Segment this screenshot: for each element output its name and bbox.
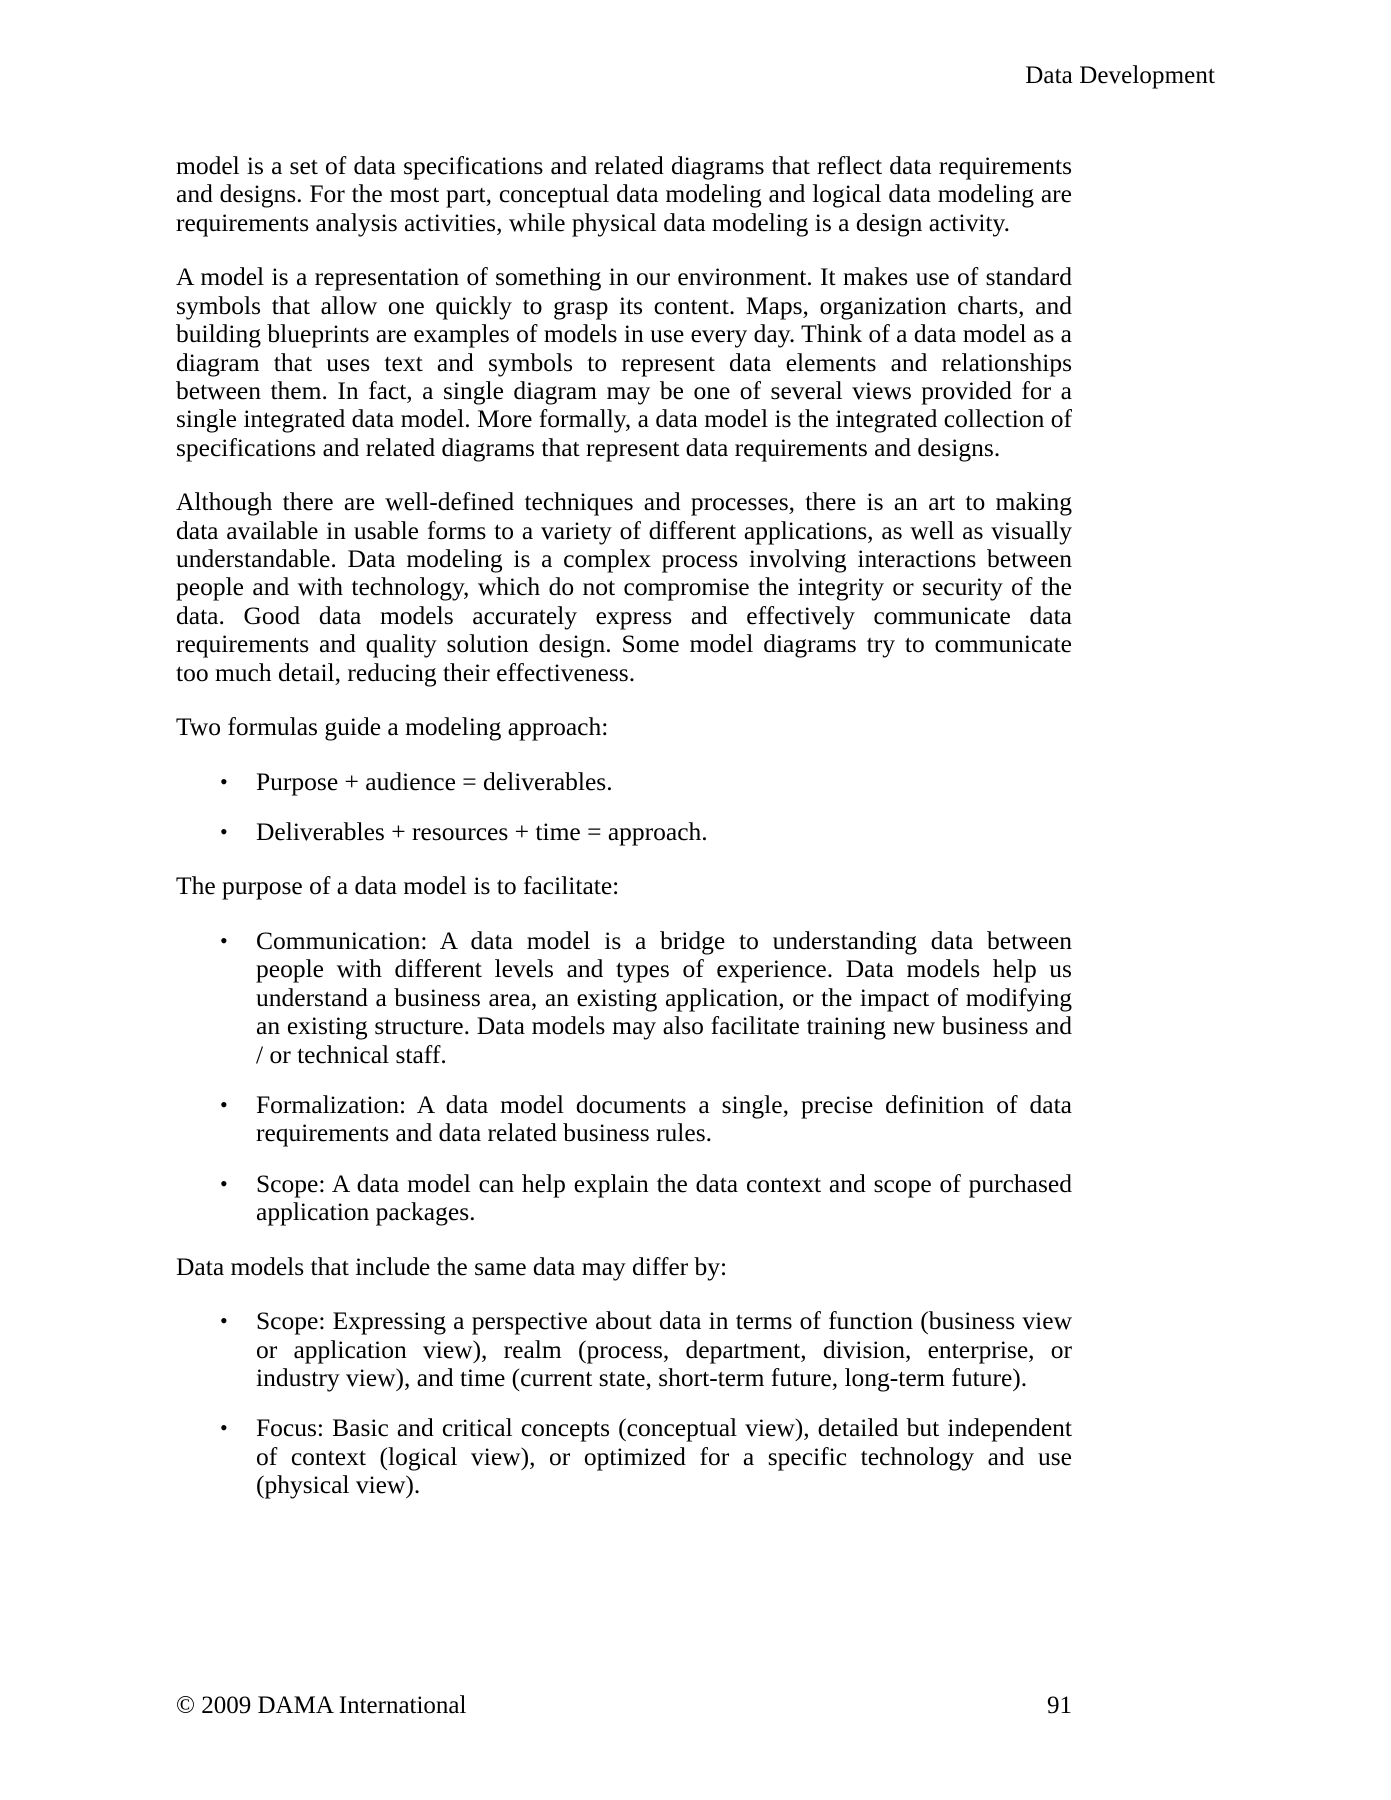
running-header-title: Data Development [1025,62,1215,89]
intro-purpose: The purpose of a data model is to facilitate: [176,871,620,901]
list-item [176,1091,1072,1148]
list-item [176,1170,1072,1227]
page-footer [176,1680,1072,1800]
paragraph-art-of-modeling: Although there are well-defined techniques and processes, there is an art to making data available in usable forms to a variety of different applications, as well as visually understandable. Data modeling is a complex process involving interactions between people and with technology, which do not compromise the integrity or security of the data. Good data models accurately express and effectively communicate data requirements and quality solution design. Some model diagrams try to communicate too much detail, reducing their effectiveness. [176,487,1072,687]
list-item [176,768,1072,796]
page-number: 91 [1047,1692,1072,1719]
bullet-icon: • [220,768,228,794]
bullet-icon: • [220,819,228,845]
intro-two-formulas: Two formulas guide a modeling approach: [176,712,609,742]
purpose-bullet-list [176,927,1072,1227]
footer-copyright: © 2009 DAMA International [176,1692,467,1719]
list-item [176,1307,1072,1392]
list-item-text: Scope: Expressing a perspective about data in terms of function (business view or application view), realm (process, department, division, enterprise, or industry view), and time (current state, short-term future, long-term future). [256,1306,1072,1392]
page-content [176,152,1072,1522]
list-item-text: Deliverables + resources + time = approach. [256,817,708,847]
paragraph-continuation: model is a set of data specifications and related diagrams that reflect data requirements and designs. For the most part, conceptual data modeling and logical data modeling are requirements analysis activities, while physical data modeling is a design activity. [176,151,1072,237]
list-item-text: Scope: A data model can help explain the data context and scope of purchased application packages. [256,1168,1072,1227]
bullet-icon: • [220,1415,228,1441]
list-item-text: Formalization: A data model documents a single, precise definition of data requirements and data related business rules. [256,1089,1072,1148]
list-item [176,1414,1072,1499]
bullet-icon: • [220,1091,228,1117]
intro-differ-by: Data models that include the same data may differ by: [176,1251,728,1281]
differ-bullet-list [176,1307,1072,1500]
bullet-icon: • [220,1170,228,1196]
list-item [176,818,1072,846]
list-item-text: Communication: A data model is a bridge to understanding data between people with different levels and types of experience. Data models help us understand a business area, an existing application, or the impact of modifying an existing structure. Data models may also facilitate training new business and / or technical staff. [256,925,1072,1069]
bullet-icon: • [220,927,228,953]
list-item [176,927,1072,1069]
running-header [176,62,1215,90]
formula-bullet-list [176,768,1072,847]
bullet-icon: • [220,1308,228,1334]
list-item-text: Focus: Basic and critical concepts (conceptual view), detailed but independent of context (logical view), or optimized for a specific technology and use (physical view). [256,1413,1072,1500]
list-item-text: Purpose + audience = deliverables. [256,766,613,796]
paragraph-model-definition: A model is a representation of something in our environment. It makes use of standard symbols that allow one quickly to grasp its content. Maps, organization charts, and building blueprints are examples of models in use every day. Think of a data model as a diagram that uses text and symbols to represent data elements and relationships between them. In fact, a single diagram may be one of several views provided for a single integrated data model. More formally, a data model is the integrated collection of specifications and related diagrams that represent data requirements and designs. [176,262,1072,462]
